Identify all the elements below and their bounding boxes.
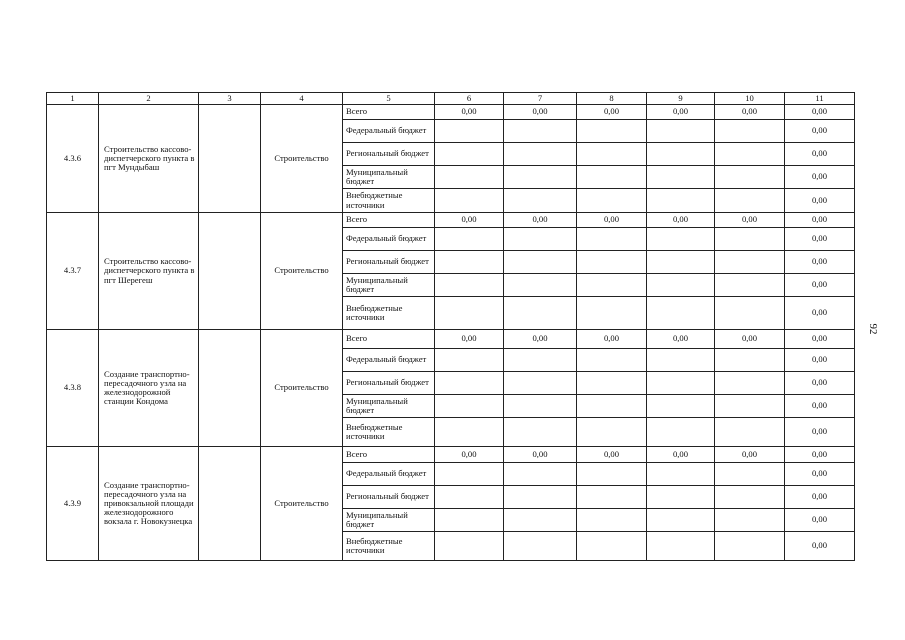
value-cell-v11: 0,00 — [785, 463, 855, 486]
column-header-2: 2 — [99, 93, 199, 105]
item-name: Строительство кассово-диспетчерского пункта в пгт Мундыбаш — [99, 105, 199, 213]
column-header-8: 8 — [577, 93, 647, 105]
value-cell-v7 — [504, 228, 577, 251]
value-cell-v10 — [715, 251, 785, 274]
value-cell-v8 — [577, 251, 647, 274]
value-cell-v11: 0,00 — [785, 447, 855, 463]
value-cell-v8 — [577, 395, 647, 418]
value-cell-v8 — [577, 189, 647, 213]
item-name: Создание транспортно-пересадочного узла на железнодорожной станции Кондома — [99, 330, 199, 447]
value-cell-v8: 0,00 — [577, 447, 647, 463]
value-cell-v10 — [715, 486, 785, 509]
value-cell-v7 — [504, 166, 577, 189]
value-cell-v6 — [435, 463, 504, 486]
value-cell-v7: 0,00 — [504, 330, 577, 349]
value-cell-v10 — [715, 532, 785, 561]
column-3-cell — [199, 105, 261, 213]
value-cell-v10 — [715, 189, 785, 213]
value-cell-v8 — [577, 463, 647, 486]
value-cell-v11: 0,00 — [785, 120, 855, 143]
value-cell-v7 — [504, 372, 577, 395]
funding-source: Внебюджетные источники — [343, 189, 435, 213]
column-header-11: 11 — [785, 93, 855, 105]
value-cell-v7 — [504, 297, 577, 330]
value-cell-v7: 0,00 — [504, 447, 577, 463]
value-cell-v6: 0,00 — [435, 447, 504, 463]
value-cell-v11: 0,00 — [785, 372, 855, 395]
value-cell-v8 — [577, 349, 647, 372]
value-cell-v6 — [435, 395, 504, 418]
value-cell-v8 — [577, 120, 647, 143]
funding-source: Всего — [343, 105, 435, 120]
column-3-cell — [199, 447, 261, 561]
value-cell-v6 — [435, 297, 504, 330]
value-cell-v7: 0,00 — [504, 105, 577, 120]
value-cell-v11: 0,00 — [785, 105, 855, 120]
value-cell-v7 — [504, 395, 577, 418]
funding-source: Всего — [343, 447, 435, 463]
funding-source: Муниципальный бюджет — [343, 395, 435, 418]
funding-source: Федеральный бюджет — [343, 463, 435, 486]
funding-source: Муниципальный бюджет — [343, 166, 435, 189]
value-cell-v9: 0,00 — [647, 447, 715, 463]
column-header-3: 3 — [199, 93, 261, 105]
funding-source: Всего — [343, 330, 435, 349]
funding-source: Региональный бюджет — [343, 251, 435, 274]
value-cell-v6 — [435, 532, 504, 561]
value-cell-v9: 0,00 — [647, 330, 715, 349]
column-number-header-row — [47, 93, 855, 105]
value-cell-v11: 0,00 — [785, 418, 855, 447]
value-cell-v10 — [715, 120, 785, 143]
value-cell-v10: 0,00 — [715, 447, 785, 463]
column-3-cell — [199, 213, 261, 330]
value-cell-v7 — [504, 120, 577, 143]
value-cell-v10: 0,00 — [715, 213, 785, 228]
value-cell-v8 — [577, 228, 647, 251]
item-number: 4.3.6 — [47, 105, 99, 213]
value-cell-v6: 0,00 — [435, 105, 504, 120]
value-cell-v8 — [577, 143, 647, 166]
work-type: Строительство — [261, 213, 343, 330]
value-cell-v9 — [647, 463, 715, 486]
value-cell-v10 — [715, 463, 785, 486]
value-cell-v9 — [647, 189, 715, 213]
value-cell-v10: 0,00 — [715, 330, 785, 349]
funding-source: Муниципальный бюджет — [343, 274, 435, 297]
value-cell-v6 — [435, 143, 504, 166]
column-header-7: 7 — [504, 93, 577, 105]
value-cell-v11: 0,00 — [785, 532, 855, 561]
column-3-cell — [199, 330, 261, 447]
value-cell-v11: 0,00 — [785, 395, 855, 418]
funding-source: Внебюджетные источники — [343, 418, 435, 447]
value-cell-v11: 0,00 — [785, 143, 855, 166]
value-cell-v7: 0,00 — [504, 213, 577, 228]
value-cell-v8 — [577, 274, 647, 297]
value-cell-v7 — [504, 463, 577, 486]
value-cell-v6: 0,00 — [435, 330, 504, 349]
value-cell-v6 — [435, 486, 504, 509]
funding-source: Региональный бюджет — [343, 143, 435, 166]
value-cell-v9 — [647, 228, 715, 251]
value-cell-v6 — [435, 274, 504, 297]
table-row — [47, 213, 855, 228]
value-cell-v11: 0,00 — [785, 251, 855, 274]
value-cell-v9 — [647, 166, 715, 189]
value-cell-v7 — [504, 189, 577, 213]
value-cell-v9 — [647, 509, 715, 532]
value-cell-v7 — [504, 274, 577, 297]
value-cell-v10 — [715, 418, 785, 447]
value-cell-v6 — [435, 189, 504, 213]
value-cell-v9: 0,00 — [647, 105, 715, 120]
column-header-4: 4 — [261, 93, 343, 105]
value-cell-v6 — [435, 120, 504, 143]
value-cell-v7 — [504, 418, 577, 447]
value-cell-v9 — [647, 418, 715, 447]
value-cell-v11: 0,00 — [785, 297, 855, 330]
value-cell-v7 — [504, 509, 577, 532]
funding-source: Внебюджетные источники — [343, 532, 435, 561]
value-cell-v11: 0,00 — [785, 189, 855, 213]
value-cell-v6: 0,00 — [435, 213, 504, 228]
item-name: Создание транспортно-пересадочного узла на привокзальной площади железнодорожного вокзала г. Новокузнецка — [99, 447, 199, 561]
value-cell-v11: 0,00 — [785, 509, 855, 532]
work-type: Строительство — [261, 105, 343, 213]
table-body — [47, 105, 855, 561]
value-cell-v6 — [435, 228, 504, 251]
value-cell-v9 — [647, 349, 715, 372]
item-name: Строительство кассово-диспетчерского пункта в пгт Шерегеш — [99, 213, 199, 330]
funding-source: Муниципальный бюджет — [343, 509, 435, 532]
funding-source: Всего — [343, 213, 435, 228]
table-row — [47, 447, 855, 463]
value-cell-v9 — [647, 395, 715, 418]
value-cell-v9 — [647, 297, 715, 330]
value-cell-v10 — [715, 143, 785, 166]
value-cell-v9 — [647, 251, 715, 274]
funding-source: Региональный бюджет — [343, 486, 435, 509]
value-cell-v7 — [504, 143, 577, 166]
value-cell-v11: 0,00 — [785, 274, 855, 297]
value-cell-v6 — [435, 251, 504, 274]
value-cell-v8 — [577, 297, 647, 330]
funding-source: Федеральный бюджет — [343, 228, 435, 251]
page-number: 92 — [867, 323, 879, 335]
value-cell-v9 — [647, 486, 715, 509]
value-cell-v7 — [504, 251, 577, 274]
funding-source: Региональный бюджет — [343, 372, 435, 395]
value-cell-v8: 0,00 — [577, 330, 647, 349]
value-cell-v6 — [435, 166, 504, 189]
column-header-6: 6 — [435, 93, 504, 105]
value-cell-v6 — [435, 349, 504, 372]
funding-source: Федеральный бюджет — [343, 349, 435, 372]
value-cell-v11: 0,00 — [785, 330, 855, 349]
item-number: 4.3.8 — [47, 330, 99, 447]
program-funding-table — [46, 92, 855, 561]
value-cell-v7 — [504, 486, 577, 509]
value-cell-v11: 0,00 — [785, 228, 855, 251]
value-cell-v10 — [715, 349, 785, 372]
value-cell-v11: 0,00 — [785, 166, 855, 189]
value-cell-v10 — [715, 166, 785, 189]
value-cell-v9: 0,00 — [647, 213, 715, 228]
value-cell-v8 — [577, 486, 647, 509]
value-cell-v10 — [715, 372, 785, 395]
value-cell-v10: 0,00 — [715, 105, 785, 120]
value-cell-v9 — [647, 274, 715, 297]
value-cell-v10 — [715, 228, 785, 251]
value-cell-v8 — [577, 166, 647, 189]
value-cell-v9 — [647, 120, 715, 143]
value-cell-v8: 0,00 — [577, 213, 647, 228]
funding-source: Федеральный бюджет — [343, 120, 435, 143]
column-header-5: 5 — [343, 93, 435, 105]
table-row — [47, 105, 855, 120]
value-cell-v8 — [577, 372, 647, 395]
value-cell-v9 — [647, 372, 715, 395]
value-cell-v10 — [715, 395, 785, 418]
value-cell-v8: 0,00 — [577, 105, 647, 120]
item-number: 4.3.9 — [47, 447, 99, 561]
value-cell-v8 — [577, 418, 647, 447]
value-cell-v9 — [647, 532, 715, 561]
value-cell-v10 — [715, 274, 785, 297]
value-cell-v11: 0,00 — [785, 349, 855, 372]
item-number: 4.3.7 — [47, 213, 99, 330]
work-type: Строительство — [261, 330, 343, 447]
value-cell-v6 — [435, 509, 504, 532]
value-cell-v6 — [435, 372, 504, 395]
value-cell-v6 — [435, 418, 504, 447]
work-type: Строительство — [261, 447, 343, 561]
column-header-10: 10 — [715, 93, 785, 105]
column-header-1: 1 — [47, 93, 99, 105]
value-cell-v8 — [577, 532, 647, 561]
value-cell-v7 — [504, 532, 577, 561]
value-cell-v11: 0,00 — [785, 213, 855, 228]
value-cell-v9 — [647, 143, 715, 166]
value-cell-v7 — [504, 349, 577, 372]
value-cell-v11: 0,00 — [785, 486, 855, 509]
funding-source: Внебюджетные источники — [343, 297, 435, 330]
value-cell-v10 — [715, 509, 785, 532]
column-header-9: 9 — [647, 93, 715, 105]
value-cell-v8 — [577, 509, 647, 532]
table-row — [47, 330, 855, 349]
value-cell-v10 — [715, 297, 785, 330]
